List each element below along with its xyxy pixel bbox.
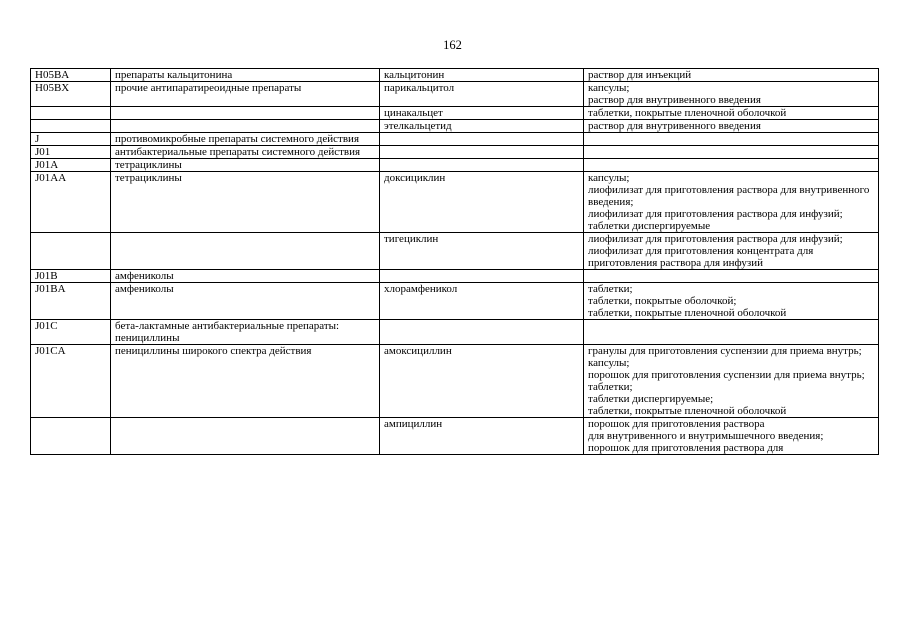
anatomical-group: тетрациклины [111, 172, 380, 233]
atc-code: J01 [31, 146, 111, 159]
dosage-forms: раствор для инъекций [584, 69, 879, 82]
drug-name: парикальцитол [380, 82, 584, 107]
atc-code: J01B [31, 270, 111, 283]
table-row [31, 233, 879, 270]
dosage-forms: таблетки, покрытые пленочной оболочкой [584, 107, 879, 120]
table-row [31, 172, 879, 233]
atc-code: J [31, 133, 111, 146]
anatomical-group [111, 418, 380, 455]
drug-name: цинакальцет [380, 107, 584, 120]
dosage-forms: таблетки; таблетки, покрытые оболочкой; таблетки, покрытые пленочной оболочкой [584, 283, 879, 320]
table-row [31, 283, 879, 320]
table-row [31, 107, 879, 120]
table-row [31, 159, 879, 172]
dosage-forms [584, 270, 879, 283]
atc-code [31, 233, 111, 270]
drug-name [380, 133, 584, 146]
atc-code: J01AA [31, 172, 111, 233]
anatomical-group [111, 120, 380, 133]
table-row [31, 69, 879, 82]
atc-code [31, 107, 111, 120]
anatomical-group: противомикробные препараты системного действия [111, 133, 380, 146]
dosage-forms [584, 159, 879, 172]
atc-code: J01CA [31, 345, 111, 418]
drug-name: тигециклин [380, 233, 584, 270]
anatomical-group: амфениколы [111, 270, 380, 283]
drug-name: кальцитонин [380, 69, 584, 82]
dosage-forms: порошок для приготовления раствора для внутривенного и внутримышечного введения; порошок для приготовления раствора для [584, 418, 879, 455]
atc-code [31, 418, 111, 455]
dosage-forms: раствор для внутривенного введения [584, 120, 879, 133]
drug-name: доксициклин [380, 172, 584, 233]
drug-name: ампициллин [380, 418, 584, 455]
dosage-forms: гранулы для приготовления суспензии для приема внутрь; капсулы; порошок для приготовления суспензии для приема внутрь; таблетки; таблетки диспергируемые; таблетки, покрытые пленочной оболочкой [584, 345, 879, 418]
atc-code: J01BA [31, 283, 111, 320]
anatomical-group [111, 107, 380, 120]
dosage-forms: капсулы; раствор для внутривенного введения [584, 82, 879, 107]
anatomical-group: антибактериальные препараты системного действия [111, 146, 380, 159]
drug-name: хлорамфеникол [380, 283, 584, 320]
drug-name [380, 159, 584, 172]
drug-name: амоксициллин [380, 345, 584, 418]
anatomical-group: бета-лактамные антибактериальные препараты: пенициллины [111, 320, 380, 345]
atc-code: H05BA [31, 69, 111, 82]
table-row [31, 146, 879, 159]
table-row [31, 82, 879, 107]
atc-code: J01A [31, 159, 111, 172]
atc-code: H05BX [31, 82, 111, 107]
dosage-forms: лиофилизат для приготовления раствора для инфузий; лиофилизат для приготовления концентрата для приготовления раствора для инфузий [584, 233, 879, 270]
table-row [31, 120, 879, 133]
drug-name [380, 320, 584, 345]
drug-name [380, 146, 584, 159]
atc-code: J01C [31, 320, 111, 345]
drug-table [30, 68, 879, 455]
dosage-forms [584, 146, 879, 159]
atc-code [31, 120, 111, 133]
anatomical-group: тетрациклины [111, 159, 380, 172]
dosage-forms: капсулы; лиофилизат для приготовления раствора для внутривенного введения; лиофилизат для приготовления раствора для инфузий; таблетки диспергируемые [584, 172, 879, 233]
anatomical-group [111, 233, 380, 270]
anatomical-group: амфениколы [111, 283, 380, 320]
table-row [31, 320, 879, 345]
anatomical-group: прочие антипаратиреоидные препараты [111, 82, 380, 107]
anatomical-group: пенициллины широкого спектра действия [111, 345, 380, 418]
dosage-forms [584, 320, 879, 345]
table-row [31, 418, 879, 455]
table-row [31, 270, 879, 283]
table-row [31, 345, 879, 418]
drug-name: этелкальцетид [380, 120, 584, 133]
dosage-forms [584, 133, 879, 146]
drug-name [380, 270, 584, 283]
table-row [31, 133, 879, 146]
anatomical-group: препараты кальцитонина [111, 69, 380, 82]
page-number: 162 [443, 38, 462, 52]
